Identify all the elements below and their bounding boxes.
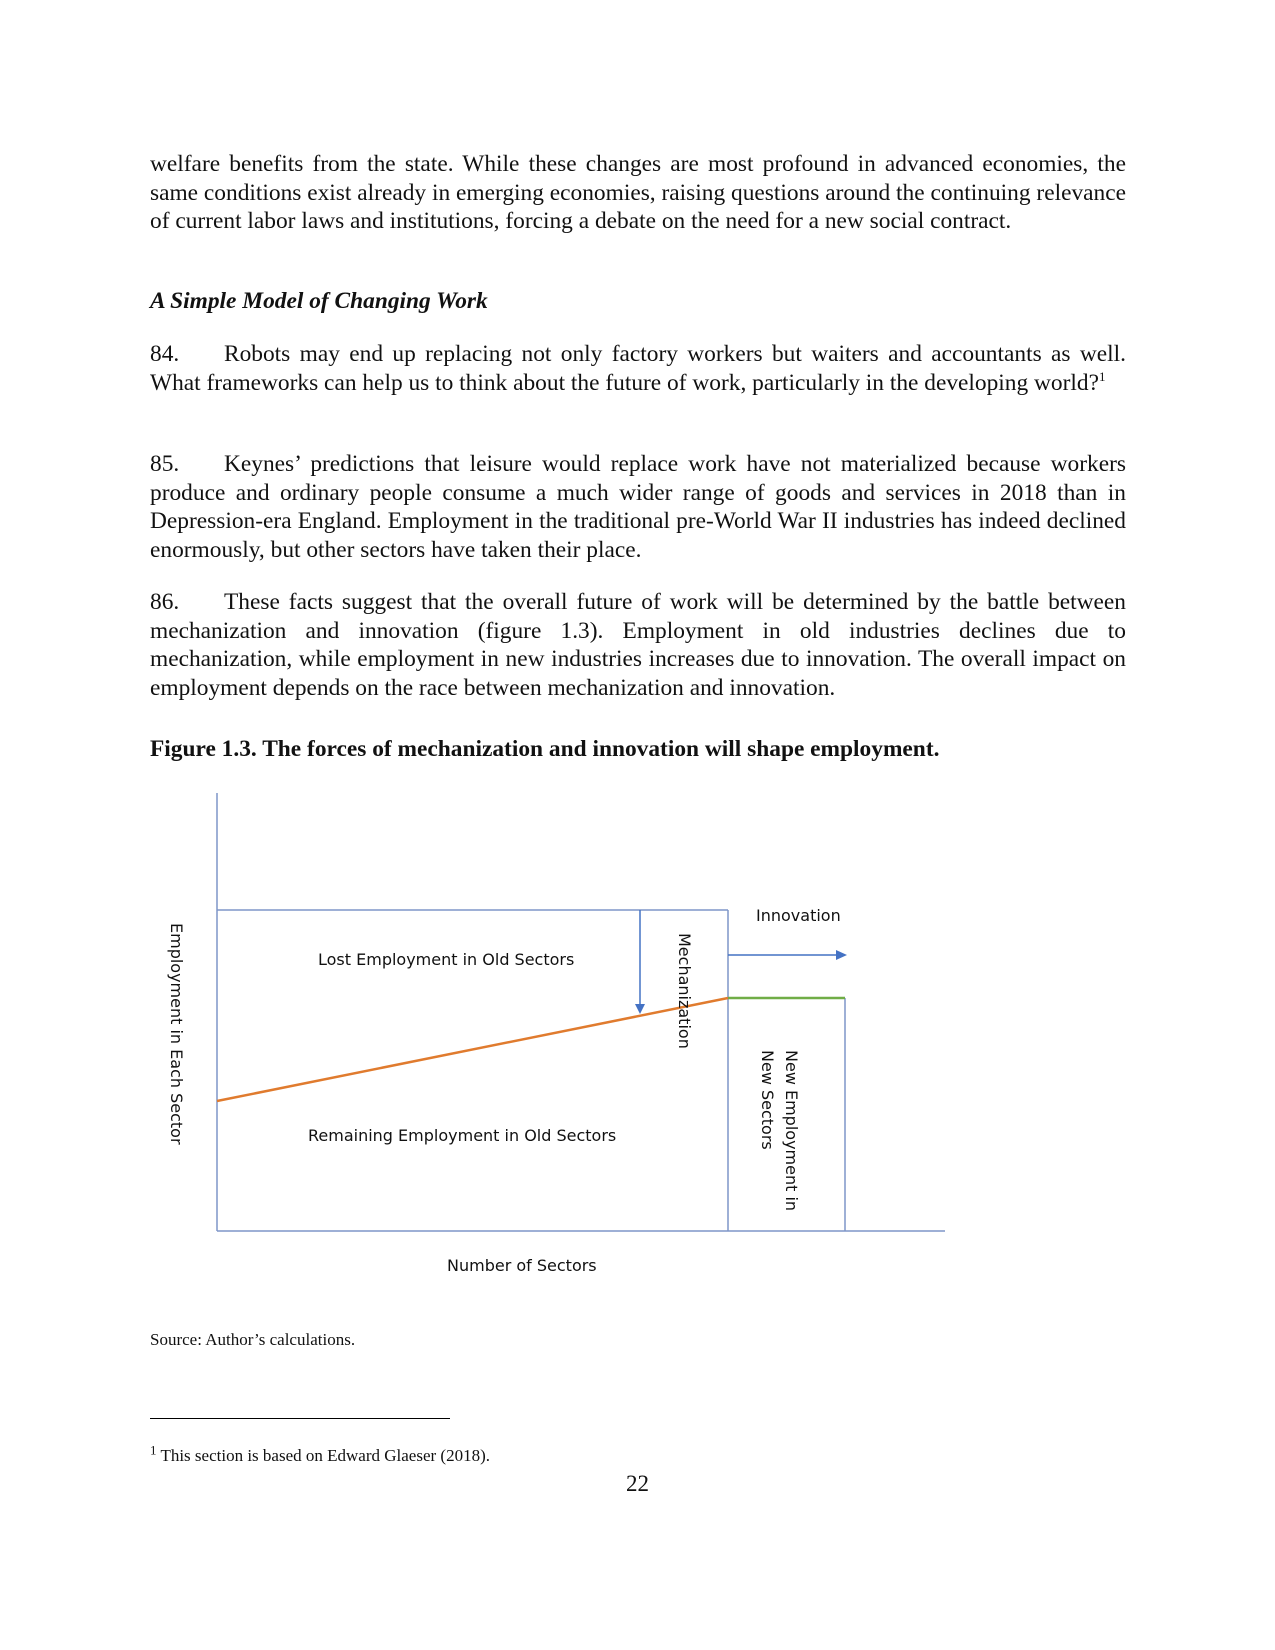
figure-source: Source: Author’s calculations. bbox=[150, 1330, 356, 1349]
paragraph-number: 86. bbox=[150, 589, 180, 615]
paragraph-intro: welfare benefits from the state. While these changes are most profound in advanced economies, the same conditions exist already in emerging economies, raising questions around the continuing relevance of current labor laws and institutions, forcing a debate on the need for a new social contract. bbox=[150, 151, 1126, 235]
paragraph-text: Keynes’ predictions that leisure would replace work have not materialized because workers produce and ordinary people consume a much wider range of goods and services in 2018 than in Depression-era England. Employment in the traditional pre-World War II industries has indeed declined enormously, but other sectors have taken their place. bbox=[150, 451, 1126, 563]
paragraph-text: Robots may end up replacing not only factory workers but waiters and accountants as well. What frameworks can help us to think about the future of work, particularly in the developing world? bbox=[150, 341, 1126, 396]
x-axis-label: Number of Sectors bbox=[447, 1256, 597, 1275]
paragraph-number: 85. bbox=[150, 451, 180, 477]
section-heading: A Simple Model of Changing Work bbox=[150, 288, 488, 314]
footnote-divider bbox=[150, 1418, 450, 1419]
footnote-reference[interactable]: 1 bbox=[1099, 368, 1106, 384]
remaining-employment-label: Remaining Employment in Old Sectors bbox=[308, 1126, 617, 1145]
new-employment-label-line1: New Employment in bbox=[782, 1050, 801, 1212]
paragraph-number: 84. bbox=[150, 341, 180, 367]
footnote-mark: 1 bbox=[150, 1442, 157, 1458]
new-employment-label-line2: New Sectors bbox=[758, 1050, 777, 1150]
innovation-arrow-head bbox=[836, 950, 847, 960]
lost-employment-label: Lost Employment in Old Sectors bbox=[318, 950, 575, 969]
mechanization-arrow-head bbox=[635, 1004, 645, 1014]
remaining-employment-line bbox=[217, 998, 728, 1101]
innovation-label: Innovation bbox=[756, 906, 841, 925]
mechanization-label: Mechanization bbox=[675, 933, 694, 1049]
footnote bbox=[150, 1442, 490, 1466]
page-number: 22 bbox=[626, 1471, 649, 1496]
figure-title: Figure 1.3. The forces of mechanization and innovation will shape employment. bbox=[150, 736, 940, 762]
footnote-text: This section is based on Edward Glaeser (2018). bbox=[160, 1446, 490, 1465]
paragraph-text: These facts suggest that the overall future of work will be determined by the battle between mechanization and innovation (figure 1.3). Employment in old industries declines due to mechanization, while employment in new industries increases due to innovation. The overall impact on employment depends on the race between mechanization and innovation. bbox=[150, 589, 1126, 701]
y-axis-label: Employment in Each Sector bbox=[167, 923, 186, 1145]
